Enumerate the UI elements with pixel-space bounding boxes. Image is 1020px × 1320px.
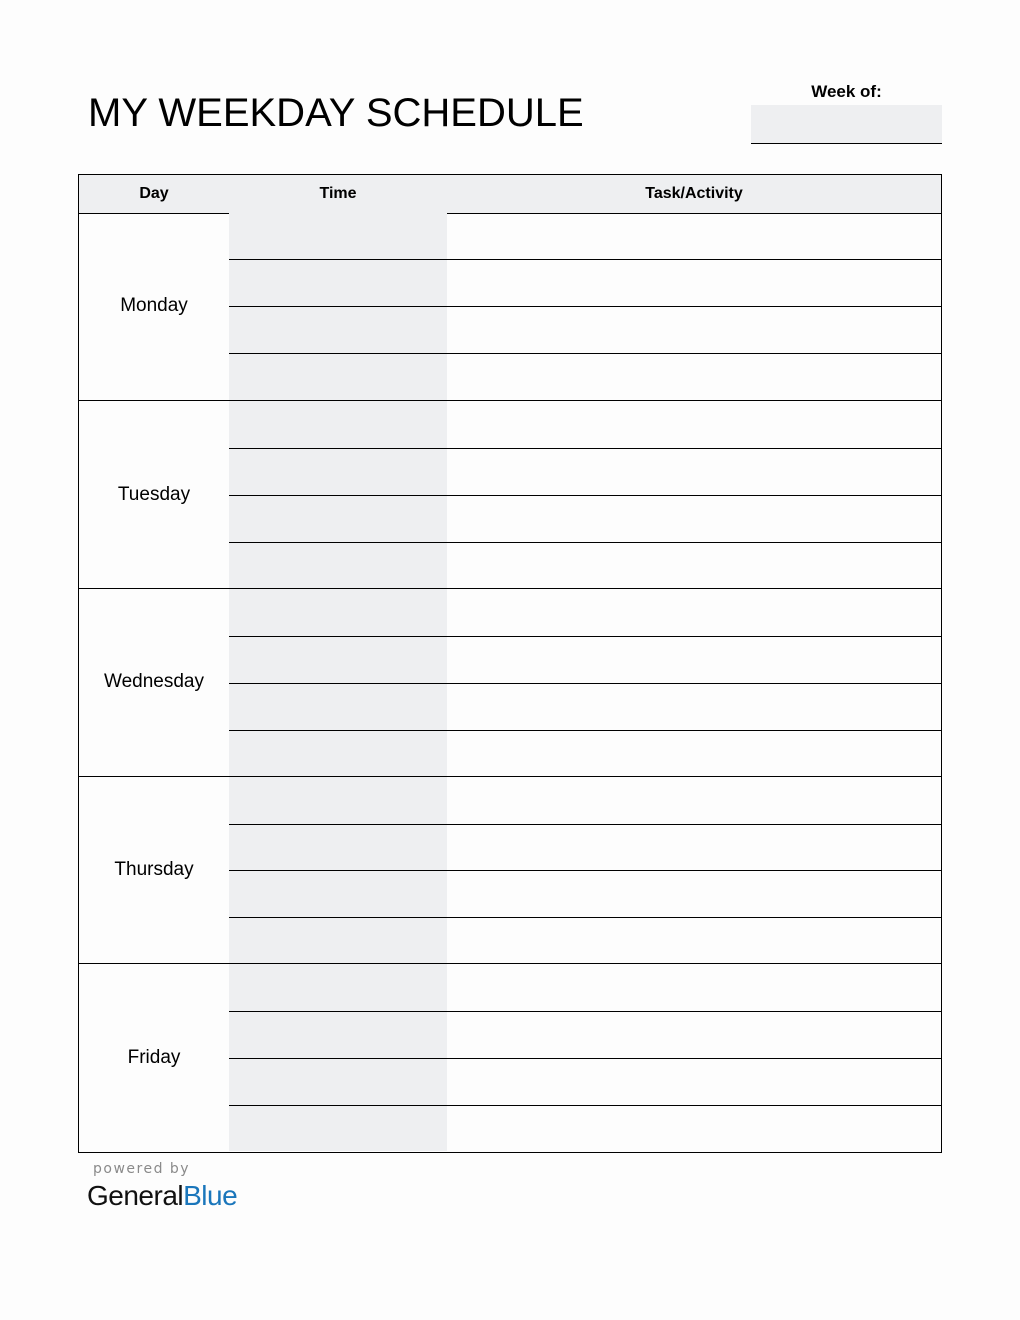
brand-logo-general: General	[87, 1180, 184, 1211]
table-row	[229, 495, 941, 542]
task-cell[interactable]	[447, 354, 941, 400]
table-row	[229, 589, 941, 636]
task-cell[interactable]	[447, 777, 941, 824]
powered-by-text: powered by	[93, 1161, 191, 1177]
task-cell[interactable]	[447, 307, 941, 353]
time-cell[interactable]	[229, 637, 447, 683]
task-cell[interactable]	[447, 213, 941, 260]
day-block-wednesday	[79, 588, 941, 776]
task-cell[interactable]	[447, 871, 941, 917]
table-row	[229, 824, 941, 871]
time-cell[interactable]	[229, 1059, 447, 1105]
table-row	[229, 730, 941, 777]
task-cell[interactable]	[447, 684, 941, 730]
table-row	[229, 259, 941, 306]
task-cell[interactable]	[447, 589, 941, 636]
task-cell[interactable]	[447, 1059, 941, 1105]
task-cell[interactable]	[447, 918, 941, 964]
time-cell[interactable]	[229, 449, 447, 495]
task-cell[interactable]	[447, 825, 941, 871]
task-cell[interactable]	[447, 543, 941, 589]
day-block-friday	[79, 963, 941, 1151]
column-header-day: Day	[139, 185, 169, 202]
brand-logo-blue: Blue	[183, 1180, 238, 1211]
table-row	[229, 306, 941, 353]
week-of-label: Week of:	[811, 82, 882, 101]
week-of-field[interactable]	[751, 105, 942, 144]
table-row	[229, 636, 941, 683]
task-cell[interactable]	[447, 449, 941, 495]
time-cell[interactable]	[229, 1106, 447, 1152]
table-row	[229, 542, 941, 589]
task-cell[interactable]	[447, 1106, 941, 1152]
task-cell[interactable]	[447, 401, 941, 448]
time-cell[interactable]	[229, 213, 447, 260]
time-cell[interactable]	[229, 964, 447, 1011]
day-label: Monday	[120, 295, 188, 317]
table-row	[229, 917, 941, 964]
day-label: Tuesday	[117, 483, 191, 505]
time-cell[interactable]	[229, 543, 447, 589]
time-cell[interactable]	[229, 777, 447, 824]
table-row	[229, 777, 941, 824]
task-cell[interactable]	[447, 1012, 941, 1058]
day-block-thursday	[79, 776, 941, 964]
task-cell[interactable]	[447, 964, 941, 1011]
day-block-monday	[79, 213, 941, 401]
day-label: Wednesday	[104, 671, 204, 693]
time-cell[interactable]	[229, 871, 447, 917]
table-row	[229, 448, 941, 495]
table-row	[229, 1105, 941, 1152]
column-header-task: Task/Activity	[645, 185, 743, 202]
time-cell[interactable]	[229, 307, 447, 353]
page-title: MY WEEKDAY SCHEDULE	[88, 91, 584, 135]
table-row	[229, 1058, 941, 1105]
time-cell[interactable]	[229, 496, 447, 542]
table-row	[229, 683, 941, 730]
table-row	[229, 401, 941, 448]
day-label: Friday	[127, 1046, 181, 1068]
table-row	[229, 353, 941, 400]
table-row	[229, 964, 941, 1011]
task-cell[interactable]	[447, 731, 941, 777]
time-cell[interactable]	[229, 260, 447, 306]
day-label: Thursday	[114, 858, 194, 880]
task-cell[interactable]	[447, 260, 941, 306]
time-cell[interactable]	[229, 825, 447, 871]
time-cell[interactable]	[229, 731, 447, 777]
time-cell[interactable]	[229, 589, 447, 636]
table-header	[79, 175, 941, 214]
task-cell[interactable]	[447, 496, 941, 542]
table-row	[229, 870, 941, 917]
task-cell[interactable]	[447, 637, 941, 683]
time-cell[interactable]	[229, 918, 447, 964]
time-cell[interactable]	[229, 401, 447, 448]
time-cell[interactable]	[229, 684, 447, 730]
schedule-table	[78, 174, 942, 1153]
day-block-tuesday	[79, 400, 941, 588]
column-header-time: Time	[319, 185, 357, 202]
table-row	[229, 213, 941, 260]
time-cell[interactable]	[229, 354, 447, 400]
time-cell[interactable]	[229, 1012, 447, 1058]
table-row	[229, 1011, 941, 1058]
brand-logo	[87, 1180, 237, 1212]
